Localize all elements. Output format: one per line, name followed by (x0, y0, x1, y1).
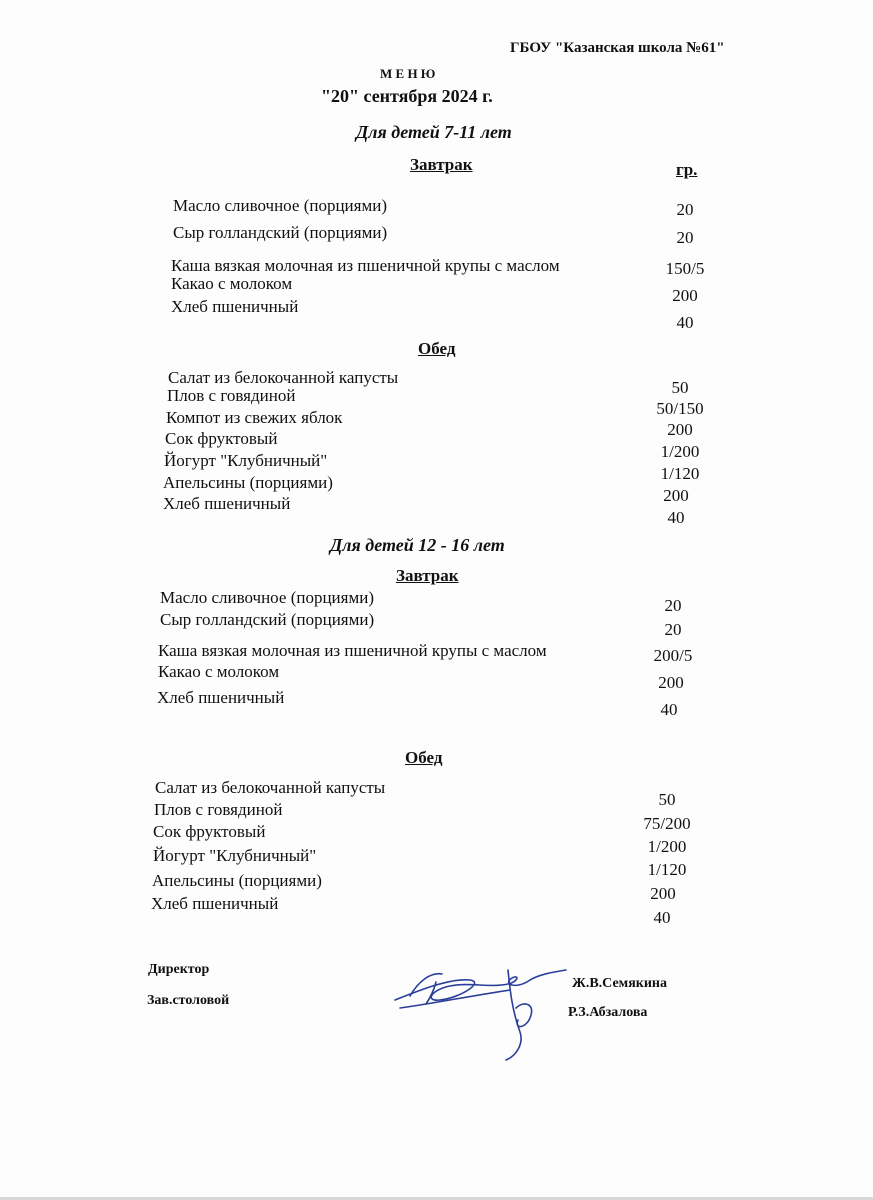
list-item: Сок фруктовый (165, 429, 278, 448)
group-title-7-11: Для детей 7-11 лет (356, 122, 512, 142)
lunch-heading-7-11: Обед (418, 339, 456, 358)
handwritten-signature (390, 960, 570, 1070)
director-label: Директор (148, 962, 210, 977)
list-item: Сыр голландский (порциями) (160, 610, 375, 629)
list-item: Апельсины (порциями) (163, 473, 333, 492)
list-item-qty: 50 (671, 378, 689, 397)
list-item: Сок фруктовый (153, 822, 266, 841)
list-item: Каша вязкая молочная из пшеничной крупы с маслом (158, 641, 547, 660)
list-item-qty: 75/200 (643, 814, 691, 833)
list-item-qty: 20 (664, 596, 682, 615)
list-item: Хлеб пшеничный (163, 494, 291, 513)
list-item-qty: 1/200 (660, 442, 700, 461)
list-item-qty: 20 (676, 200, 694, 219)
list-item-qty: 50 (658, 790, 676, 809)
lunch-heading-12-16: Обед (405, 748, 443, 767)
list-item-qty: 40 (676, 313, 694, 332)
list-item: Сыр голландский (порциями) (173, 223, 388, 242)
menu-date: "20" сентября 2024 г. (321, 86, 493, 106)
list-item-qty: 50/150 (656, 399, 704, 418)
list-item: Каша вязкая молочная из пшеничной крупы с маслом (171, 256, 560, 275)
list-item-qty: 200/5 (653, 646, 693, 665)
list-item-qty: 200 (667, 420, 693, 439)
list-item-qty: 20 (676, 228, 694, 247)
list-item: Хлеб пшеничный (151, 894, 279, 913)
list-item-qty: 150/5 (665, 259, 705, 278)
list-item: Апельсины (порциями) (152, 871, 322, 890)
list-item-qty: 40 (660, 700, 678, 719)
list-item-qty: 1/120 (647, 860, 687, 879)
list-item-qty: 200 (672, 286, 698, 305)
director-name: Ж.В.Семякина (572, 976, 667, 991)
list-item-qty: 200 (650, 884, 676, 903)
list-item: Плов с говядиной (154, 800, 283, 819)
list-item: Масло сливочное (порциями) (160, 588, 374, 607)
unit-heading: гр. (676, 160, 698, 179)
list-item: Какао с молоком (171, 274, 293, 293)
canteen-name: Р.З.Абзалова (568, 1005, 648, 1020)
list-item: Масло сливочное (порциями) (173, 196, 387, 215)
list-item-qty: 200 (658, 673, 684, 692)
list-item: Компот из свежих яблок (166, 408, 343, 427)
list-item-qty: 40 (667, 508, 685, 527)
list-item-qty: 200 (663, 486, 689, 505)
menu-title: М Е Н Ю (380, 66, 436, 81)
list-item: Йогурт "Клубничный" (164, 451, 328, 470)
school-name: ГБОУ "Казанская школа №61" (510, 40, 725, 56)
list-item-qty: 20 (664, 620, 682, 639)
list-item: Хлеб пшеничный (171, 297, 299, 316)
canteen-label: Зав.столовой (147, 993, 230, 1008)
group-title-12-16: Для детей 12 - 16 лет (330, 535, 505, 555)
list-item: Йогурт "Клубничный" (153, 846, 317, 865)
list-item: Хлеб пшеничный (157, 688, 285, 707)
list-item-qty: 1/120 (660, 464, 700, 483)
list-item: Плов с говядиной (167, 386, 296, 405)
list-item-qty: 1/200 (647, 837, 687, 856)
list-item: Салат из белокочанной капусты (168, 368, 399, 387)
breakfast-heading-7-11: Завтрак (410, 155, 473, 174)
breakfast-heading-12-16: Завтрак (396, 566, 459, 585)
list-item-qty: 40 (653, 908, 671, 927)
list-item: Какао с молоком (158, 662, 280, 681)
list-item: Салат из белокочанной капусты (155, 778, 386, 797)
